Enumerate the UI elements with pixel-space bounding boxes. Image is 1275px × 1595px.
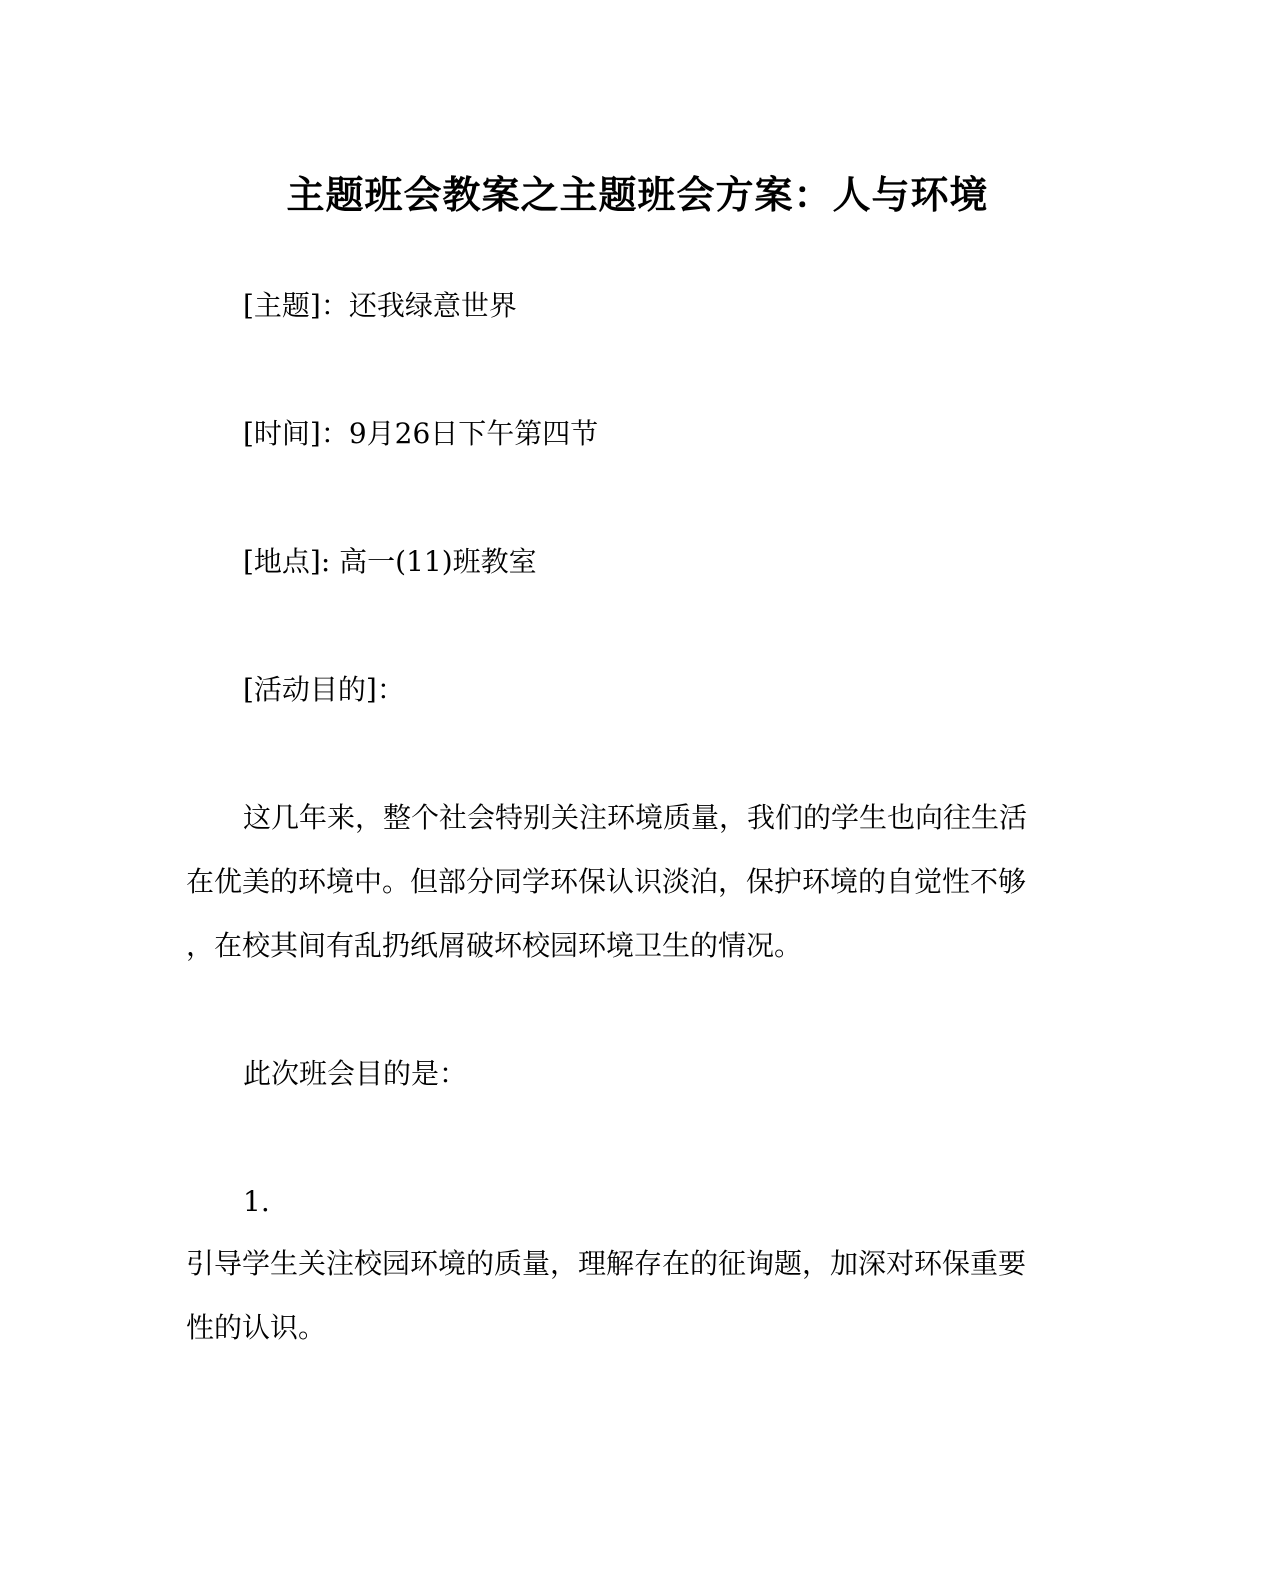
purpose-intro: 此次班会目的是： [243,1057,468,1090]
theme-field: [主题]：还我绿意世界 [243,289,517,322]
place-field: [地点]: 高一(11)班教室 [243,545,537,578]
paragraph-line: 在优美的环境中。但部分同学环保认识淡泊，保护环境的自觉性不够 [186,865,1027,898]
purpose-heading: [活动目的]： [243,673,405,706]
time-field: [时间]：9月26日下午第四节 [243,417,599,450]
list-item-text: 引导学生关注校园环境的质量，理解存在的征询题，加深对环保重要 [186,1247,1027,1280]
paragraph-line: 这几年来，整个社会特别关注环境质量，我们的学生也向往生活 [243,801,1028,834]
paragraph-line: ，在校其间有乱扔纸屑破坏校园环境卫生的情况。 [186,929,803,962]
document-title: 主题班会教案之主题班会方案：人与环境 [286,172,989,217]
list-item-text: 性的认识。 [186,1311,327,1344]
list-item-number: 1. [243,1185,270,1218]
